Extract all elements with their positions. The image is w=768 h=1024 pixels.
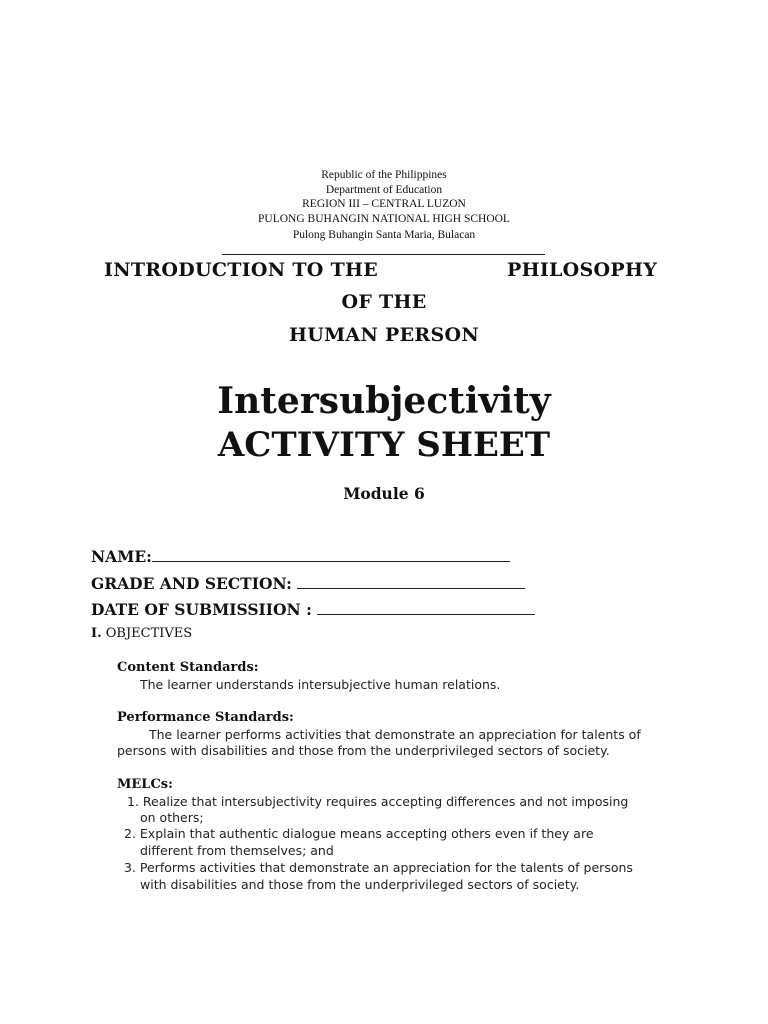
melcs-heading: MELCs:: [117, 777, 173, 792]
subject-line1-right: PHILOSOPHY: [507, 259, 658, 281]
melc-item-2-line1: 2. Explain that authentic dialogue means accepting others even if they are: [124, 826, 594, 841]
topic-title: Intersubjectivity: [217, 380, 551, 422]
performance-standards-heading: Performance Standards:: [117, 710, 294, 725]
melc-item-2-line2: different from themselves; and: [140, 843, 334, 858]
content-standards-heading: Content Standards:: [117, 660, 259, 675]
melc-item-3-line1: 3. Performs activities that demonstrate an appreciation for the talents of persons: [124, 860, 633, 875]
objectives-number: I.: [91, 626, 102, 641]
module-label: Module 6: [343, 484, 425, 503]
activity-sheet-title: ACTIVITY SHEET: [217, 425, 551, 465]
date-submission-field: [91, 600, 535, 619]
subject-line2: OF THE: [341, 291, 427, 313]
melc-item-1-line2: on others;: [140, 810, 204, 825]
subject-line3: HUMAN PERSON: [288, 324, 480, 346]
grade-section-label: GRADE AND SECTION:: [91, 574, 292, 593]
melc-item-3-line2: with disabilities and those from the underprivileged sectors of society.: [140, 877, 580, 892]
grade-section-field: [91, 574, 525, 593]
header-region: REGION III – CENTRAL LUZON: [302, 198, 466, 210]
name-field: [91, 547, 510, 566]
performance-standards-line2: persons with disabilities and those from the underprivileged sectors of society.: [117, 743, 610, 758]
header-school: PULONG BUHANGIN NATIONAL HIGH SCHOOL: [258, 213, 510, 225]
header-divider: [222, 254, 545, 255]
subject-line1-left: INTRODUCTION TO THE: [104, 259, 379, 281]
performance-standards-line1: The learner performs activities that demonstrate an appreciation for talents of: [149, 727, 641, 742]
header-department: Department of Education: [325, 184, 443, 196]
date-submission-input-line[interactable]: [317, 600, 535, 615]
objectives-title: OBJECTIVES: [105, 626, 193, 641]
melc-item-1-line1: 1. Realize that intersubjectivity requires accepting differences and not imposing: [127, 794, 629, 809]
name-label: NAME:: [91, 547, 152, 566]
content-standards-text: The learner understands intersubjective human relations.: [140, 677, 501, 692]
grade-section-input-line[interactable]: [297, 574, 525, 589]
date-submission-label: DATE OF SUBMISSIION :: [91, 600, 312, 619]
header-country: Republic of the Philippines: [321, 169, 447, 181]
name-input-line[interactable]: [152, 547, 510, 562]
objectives-heading: [91, 626, 192, 641]
header-address: Pulong Buhangin Santa Maria, Bulacan: [292, 229, 476, 241]
